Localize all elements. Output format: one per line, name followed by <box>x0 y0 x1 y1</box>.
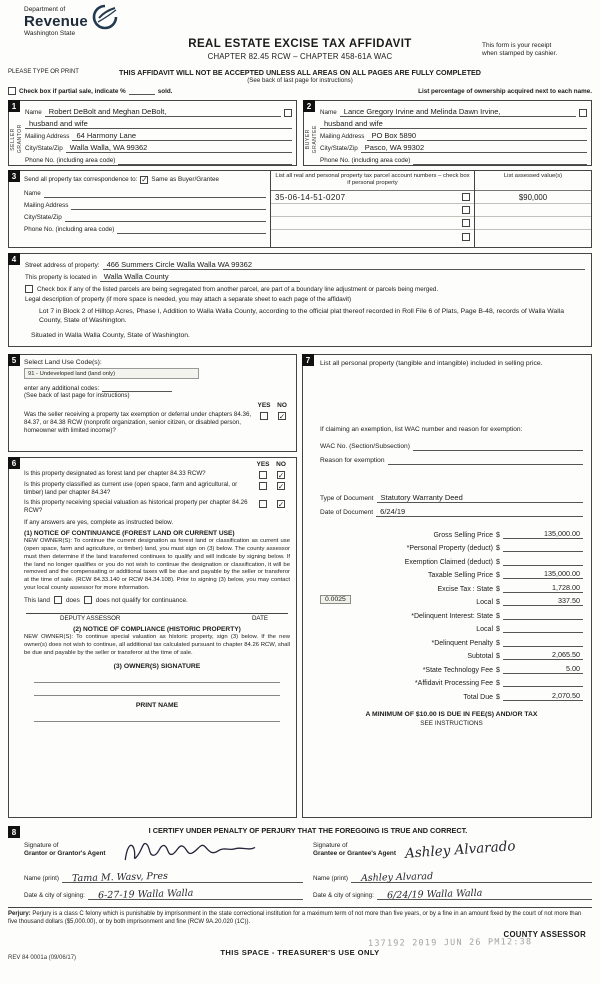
buyer-address-value: PO Box 5890 <box>371 131 417 140</box>
parcel-row <box>271 230 474 243</box>
subtotal-value[interactable]: 2,065.50 <box>503 650 583 660</box>
seller-percent-checkbox[interactable] <box>284 109 292 117</box>
date-label-s6: DATE <box>251 615 268 623</box>
segregated-note: Check box if any of the listed parcels are being segregated from another parcel, are part of a boundary line adjustment or parcels being merged. <box>37 285 439 293</box>
buyer-percent-checkbox[interactable] <box>579 109 587 117</box>
section-1-number: 1 <box>8 100 20 112</box>
if-any-yes-note: If any answers are yes, complete as instructed below. <box>24 519 174 527</box>
tax-correspondence-section <box>8 170 592 248</box>
certify-statement: I CERTIFY UNDER PENALTY OF PERJURY THAT THE FOREGOING IS TRUE AND CORRECT. <box>148 826 468 836</box>
seller-name2-value: husband and wife <box>29 119 88 128</box>
revenue-swirl-icon <box>92 4 118 30</box>
assessed-value-row <box>475 230 591 243</box>
seller-csz-value: Walla Walla, WA 99362 <box>69 143 148 152</box>
total-due-value[interactable]: 2,070.50 <box>503 691 583 701</box>
ownership-percent-note: List percentage of ownership acquired next to each name. <box>418 88 592 95</box>
section-6-number: 6 <box>8 457 20 469</box>
grantor-name-value: Tama M. Wasv, Pres <box>71 871 169 885</box>
revenue-label: Revenue <box>24 13 88 30</box>
local-rate-box: 0.0025 <box>320 595 351 604</box>
historic-property-question: Is this property receiving special valuation as historical property per chapter 84.26 RCW? <box>24 499 248 515</box>
current-use-no-checkbox[interactable]: ✓ <box>277 481 285 491</box>
left-column <box>8 354 297 818</box>
county-assessor-label: COUNTY ASSESSOR <box>503 930 586 939</box>
notice-compliance-body: NEW OWNER(S): To continue special valuation as historic property, sign (3) below. If the new owner(s) does not wish to continue, all additional tax calculated pursuant to chapter 84.26 RCW, shall be due and payable by the seller or transferor at the time of sale. <box>24 634 290 656</box>
land-use-section <box>8 354 297 452</box>
legal-description-label: Legal description of property (if more space is needed, you may attach a separate sheet to each page of the affidavit) <box>25 296 352 303</box>
grantor-date-value: 6-27-19 Walla Walla <box>97 888 194 902</box>
buyer-csz-label: City/State/Zip <box>320 145 358 152</box>
historic-yes-checkbox[interactable] <box>259 500 267 508</box>
bottom-strip <box>8 930 592 966</box>
print-name-title: PRINT NAME <box>135 702 179 710</box>
seller-csz-field[interactable] <box>66 143 292 153</box>
assessed-value-row <box>475 204 591 217</box>
seller-address-value: 64 Harmony Lane <box>76 131 137 140</box>
section-4-number: 4 <box>8 253 20 265</box>
this-land-label: This land <box>24 596 50 604</box>
personal-property-deduct-value[interactable] <box>503 551 583 552</box>
delinquent-interest-local-value[interactable] <box>503 632 583 633</box>
middle-columns <box>8 354 592 818</box>
corr-phone-field[interactable] <box>117 233 266 234</box>
grantor-signature-of-label: Signature of <box>24 842 59 850</box>
excise-tax-table <box>320 525 583 701</box>
seller-csz-label: City/State/Zip <box>25 145 63 152</box>
buyer-name2-value: husband and wife <box>324 119 383 128</box>
grantee-signature[interactable]: Ashley Alvarado <box>404 838 517 863</box>
print-name-line-1[interactable] <box>34 709 280 722</box>
seller-address-label: Mailing Address <box>25 133 70 140</box>
money-row-delinquent-local: Local $ <box>320 620 583 634</box>
buyer-csz-field[interactable] <box>361 143 587 153</box>
doc-type-value: Statutory Warranty Deed <box>380 493 463 503</box>
section-7-number: 7 <box>302 354 314 366</box>
section-8-number: 8 <box>8 826 20 838</box>
grantee-date-field[interactable] <box>377 889 592 900</box>
sale-details-section <box>302 354 592 818</box>
gross-selling-price-value[interactable]: 135,000.00 <box>503 529 583 539</box>
perjury-lead: Perjury: <box>8 911 31 918</box>
state-excise-tax-value[interactable]: 1,728.00 <box>503 583 583 593</box>
current-use-question: Is this property classified as current use (open space, farm and agricultural, or timber) land per chapter 84.34? <box>24 481 238 497</box>
money-row-processing-fee: *Affidavit Processing Fee $ <box>320 674 583 688</box>
assessed-value-row <box>475 191 591 204</box>
land-use-label: Select Land Use Code(s): <box>24 359 102 367</box>
seller-name-label: Name <box>25 109 42 116</box>
minimum-fee-note: A MINIMUM OF $10.00 IS DUE IN FEE(S) AND/OR TAX <box>365 710 538 718</box>
corr-address-label: Mailing Address <box>24 202 69 209</box>
sold-label: sold. <box>157 88 173 95</box>
buyer-csz-value: Pasco, WA 99302 <box>364 143 425 152</box>
yes-header-s6: YES <box>256 461 270 469</box>
situated-line: Situated in Walla Walla County, State of Washington. <box>31 332 190 340</box>
corr-csz-field[interactable] <box>65 221 266 222</box>
taxable-selling-price-value[interactable]: 135,000.00 <box>503 569 583 579</box>
state-technology-fee-value[interactable]: 5.00 <box>503 664 583 674</box>
grantor-date-label: Date & city of signing: <box>24 892 85 900</box>
buyer-address-label: Mailing Address <box>320 133 365 140</box>
grantor-name-field[interactable] <box>62 872 303 883</box>
section-2-number: 2 <box>303 100 315 112</box>
doc-type-label: Type of Document <box>320 495 374 503</box>
doc-type-field[interactable] <box>377 493 583 503</box>
doc-date-field[interactable] <box>376 507 583 517</box>
segregated-checkbox[interactable] <box>25 285 33 293</box>
additional-codes-field[interactable] <box>102 384 172 392</box>
notice-continuance-title: (1) NOTICE OF CONTINUANCE (FOREST LAND OR CURRENT USE) <box>24 530 235 538</box>
header <box>8 6 592 98</box>
forest-yes-checkbox[interactable] <box>259 471 267 479</box>
buyer-phone-label: Phone No. (including area code) <box>320 157 411 164</box>
legal-description-value[interactable]: Lot 7 in Block 2 of Hilltop Acres, Phase I, Addition to Walla Walla County, according to the official plat thereof recorded in Roll File 6 of Plats, Page B-48, records of Walla Walla County, State of Washington. <box>39 308 565 325</box>
current-use-yes-checkbox[interactable] <box>259 482 267 490</box>
grantor-agent-label: Grantor or Grantor's Agent <box>24 850 106 858</box>
grantee-name-print-label: Name (print) <box>313 875 348 883</box>
grantor-signature-block <box>24 838 303 900</box>
seller-address-field[interactable] <box>72 131 292 141</box>
partial-sale-checkbox[interactable] <box>8 87 16 95</box>
no-header-s6: NO <box>276 461 286 469</box>
personal-property-checkbox-2[interactable] <box>462 206 470 214</box>
money-row-total: Total Due $ 2,070.50 <box>320 687 583 701</box>
buyer-address-field[interactable] <box>367 131 587 141</box>
corr-name-field[interactable] <box>44 197 266 198</box>
money-row-subtotal: Subtotal $ 2,065.50 <box>320 647 583 661</box>
grantee-name-value: Ashley Alvarad <box>360 871 434 885</box>
additional-codes-label: enter any additional codes: <box>24 385 100 393</box>
partial-sale-row <box>8 87 592 95</box>
doc-date-label: Date of Document <box>320 509 374 517</box>
personal-property-label: List all personal property (tangible and intangible) included in selling price. <box>320 360 543 368</box>
see-instructions-note: SEE INSTRUCTIONS <box>420 719 483 727</box>
money-row-taxable: Taxable Selling Price $ 135,000.00 <box>320 566 583 580</box>
yes-header-s5: YES <box>257 402 271 410</box>
parcel-row <box>271 217 474 230</box>
section-3-number: 3 <box>8 170 20 182</box>
located-in-field[interactable] <box>100 272 300 282</box>
corr-csz-label: City/State/Zip <box>24 214 62 221</box>
grantee-signature-block <box>313 838 592 900</box>
corr-name-label: Name <box>24 190 41 197</box>
seller-name2-field[interactable] <box>25 119 292 129</box>
perjury-text: Perjury is a class C felony which is punishable by imprisonment in the state correctional institution for a maximum term of not more than five years, or by a fine in an amount fixed by the court of not more than five thousand dollars ($5,000.00), or by both imprisonment and fine (RCW 9A.20.020 (1C)). <box>8 911 582 926</box>
parcel-row <box>271 204 474 217</box>
receipt-note <box>482 42 588 58</box>
buyer-section <box>303 100 592 166</box>
corr-address-field[interactable] <box>71 209 266 210</box>
perjury-paragraph <box>8 907 592 927</box>
receipt-note-line1: This form is your receipt <box>482 42 552 49</box>
money-row-penalty: *Delinquent Penalty $ <box>320 633 583 647</box>
parcel-numbers-header: List all real and personal property tax parcel account numbers – check box if personal property <box>271 171 474 191</box>
money-row-local-tax: 0.0025 Local $ 337.50 <box>320 593 583 607</box>
seller-section <box>8 100 297 166</box>
same-as-buyer-label: Same as Buyer/Grantee <box>151 176 219 183</box>
grantee-agent-label: Grantee or Grantee's Agent <box>313 850 396 858</box>
dept-of-label: Department of <box>24 6 66 13</box>
does-label: does <box>65 596 80 604</box>
buyer-phone-field[interactable] <box>413 164 587 165</box>
assessed-value-row <box>475 217 591 230</box>
delinquent-interest-state-value[interactable] <box>503 619 583 620</box>
grantor-name-print-label: Name (print) <box>24 875 59 883</box>
no-header-s5: NO <box>277 402 287 410</box>
notice-continuance-body: NEW OWNER(S): To continue the current designation as forest land or classification as current use (open space, farm and agriculture, or timber) land, you must sign on (3) below. The county assessor must then determine if the land transferred continues to qualify and will indicate by signing below. If the land no longer qualifies or you do not wish to continue the designation or classification, it will be removed and the compensating or additional taxes will be due and payable by the seller or transferor at the time of sale. (RCW 84.33.140 or RCW 84.34.108). Prior to signing (3) below, you may contact your local county assessor for more information. <box>24 538 290 591</box>
historic-no-checkbox[interactable]: ✓ <box>277 499 285 509</box>
personal-property-checkbox-4[interactable] <box>462 233 470 241</box>
street-address-label: Street address of property: <box>25 262 100 269</box>
doc-date-value: 6/24/19 <box>380 507 406 517</box>
grantee-word: GRANTEE <box>311 124 318 154</box>
certification-section <box>8 826 592 900</box>
corr-phone-label: Phone No. (including area code) <box>24 226 115 233</box>
see-back-note: (See back of last page for instructions) <box>247 77 353 84</box>
grantor-word: GRANTOR <box>16 124 23 154</box>
seller-name-value: Robert DeBolt and Meghan DeBolt, <box>48 107 167 116</box>
chapter-subtitle: CHAPTER 82.45 RCW – CHAPTER 458-61A WAC <box>207 52 393 61</box>
owner-signature-line-2[interactable] <box>34 683 280 696</box>
money-row-gross: Gross Selling Price $ 135,000.00 <box>320 525 583 539</box>
treasurer-space-label: THIS SPACE - TREASURER'S USE ONLY <box>220 948 380 957</box>
deferral-no-checkbox[interactable]: ✓ <box>278 411 286 421</box>
land-classification-section <box>8 457 297 818</box>
seller-name-field[interactable] <box>45 107 281 117</box>
land-does-not-checkbox[interactable] <box>84 596 92 604</box>
grantor-signature[interactable] <box>116 838 266 866</box>
reason-field[interactable] <box>388 464 583 465</box>
land-does-checkbox[interactable] <box>54 596 62 604</box>
does-not-label: does not qualify for continuance. <box>95 596 188 604</box>
delinquent-penalty-value[interactable] <box>503 646 583 647</box>
seller-side-label <box>10 114 22 164</box>
warning-line: THIS AFFIDAVIT WILL NOT BE ACCEPTED UNLESS ALL AREAS ON ALL PAGES ARE FULLY COMPLETED <box>119 68 481 77</box>
buyer-word: BUYER <box>304 128 311 150</box>
please-type-label: PLEASE TYPE OR PRINT <box>8 69 79 75</box>
owner-signature-line-1[interactable] <box>34 670 280 683</box>
money-row-delinquent-state: *Delinquent Interest: State $ <box>320 606 583 620</box>
street-address-value: 466 Summers Circle Walla Walla WA 99362 <box>106 260 253 269</box>
personal-property-field[interactable] <box>320 368 583 426</box>
notice-compliance-title: (2) NOTICE OF COMPLIANCE (HISTORIC PROPERTY) <box>73 626 241 634</box>
send-correspondence-label: Send all property tax correspondence to: <box>24 176 138 183</box>
buyer-name-field[interactable] <box>340 107 576 117</box>
buyer-name-value: Lance Gregory Irvine and Melinda Dawn Irvine, <box>343 107 501 116</box>
buyer-side-label <box>305 114 317 164</box>
personal-property-checkbox-1[interactable] <box>462 193 470 201</box>
parties-row <box>8 100 592 166</box>
assessed-values-header: List assessed value(s) <box>475 171 591 191</box>
money-row-state-tax: Excise Tax : State $ 1,728.00 <box>320 579 583 593</box>
street-address-field[interactable] <box>103 260 585 270</box>
form-number: REV 84 0001a (09/06/17) <box>8 955 77 961</box>
section-5-number: 5 <box>8 354 20 366</box>
receipt-note-line2: when stamped by cashier. <box>482 50 558 57</box>
seller-phone-label: Phone No. (including area code) <box>25 157 116 164</box>
personal-property-checkbox-3[interactable] <box>462 219 470 227</box>
wac-label: WAC No. (Section/Subsection) <box>320 443 410 451</box>
seller-phone-field[interactable] <box>118 164 292 165</box>
partial-percent-field[interactable] <box>129 88 155 95</box>
local-excise-tax-value[interactable]: 337.50 <box>503 596 583 606</box>
deferral-question: Was the seller receiving a property tax exemption or deferral under chapters 84.36, 84.37, or 84.38 RCW (nonprofit organization, senior citizen, or disabled person, homeowner with limited income)? <box>24 411 252 435</box>
dor-logo-text <box>24 6 88 37</box>
washington-state-label: Washington State <box>24 30 76 37</box>
see-back-note-s5: (See back of last page for instructions) <box>24 392 130 400</box>
assessed-values-block <box>475 171 591 247</box>
grantee-name-field[interactable] <box>351 872 592 883</box>
correspondence-block <box>9 171 271 247</box>
forest-no-checkbox[interactable]: ✓ <box>277 470 285 480</box>
forest-land-question: Is this property designated as forest land per chapter 84.33 RCW? <box>24 470 206 478</box>
exemption-claimed-value[interactable] <box>503 565 583 566</box>
deputy-assessor-label: DEPUTY ASSESSOR <box>60 615 121 623</box>
land-use-code-select[interactable]: 91 - Undeveloped land (land only) <box>24 368 199 379</box>
parcel-number-value[interactable]: 35-06-14-51-0207 <box>275 192 346 202</box>
grantee-date-value: 6/24/19 Walla Walla <box>386 888 483 902</box>
deferral-yes-checkbox[interactable] <box>260 412 268 420</box>
reason-label: Reason for exemption <box>320 457 385 465</box>
parcel-numbers-block <box>271 171 475 247</box>
money-row-tech-fee: *State Technology Fee $ 5.00 <box>320 660 583 674</box>
parcel-row <box>271 191 474 204</box>
buyer-name2-field[interactable] <box>320 119 587 129</box>
form-title: REAL ESTATE EXCISE TAX AFFIDAVIT <box>188 38 412 50</box>
affidavit-processing-fee-value[interactable] <box>503 686 583 687</box>
same-as-buyer-checkbox[interactable]: ✓ <box>141 174 148 184</box>
located-in-label: This property is located in <box>25 274 97 281</box>
property-address-section <box>8 253 592 347</box>
cashier-stamp: 137192 2019 JUN 26 PM12:38 <box>367 937 533 949</box>
exemption-label: If claiming an exemption, list WAC number and reason for exemption: <box>320 426 523 434</box>
wac-field[interactable] <box>413 450 583 451</box>
located-in-value: Walla Walla County <box>103 272 169 281</box>
assessed-value[interactable]: $90,000 <box>518 192 548 202</box>
grantor-date-field[interactable] <box>88 889 303 900</box>
partial-sale-label: Check box if partial sale, indicate % <box>19 88 126 95</box>
money-row-exemption: Exemption Claimed (deduct) $ <box>320 552 583 566</box>
owners-signature-title: (3) OWNER(S) SIGNATURE <box>113 663 201 671</box>
buyer-name-label: Name <box>320 109 337 116</box>
grantee-date-label: Date & city of signing: <box>313 892 374 900</box>
seller-word: SELLER <box>9 127 16 151</box>
grantee-signature-of-label: Signature of <box>313 842 348 850</box>
money-row-personal: *Personal Property (deduct) $ <box>320 539 583 553</box>
dor-logo <box>24 6 118 37</box>
